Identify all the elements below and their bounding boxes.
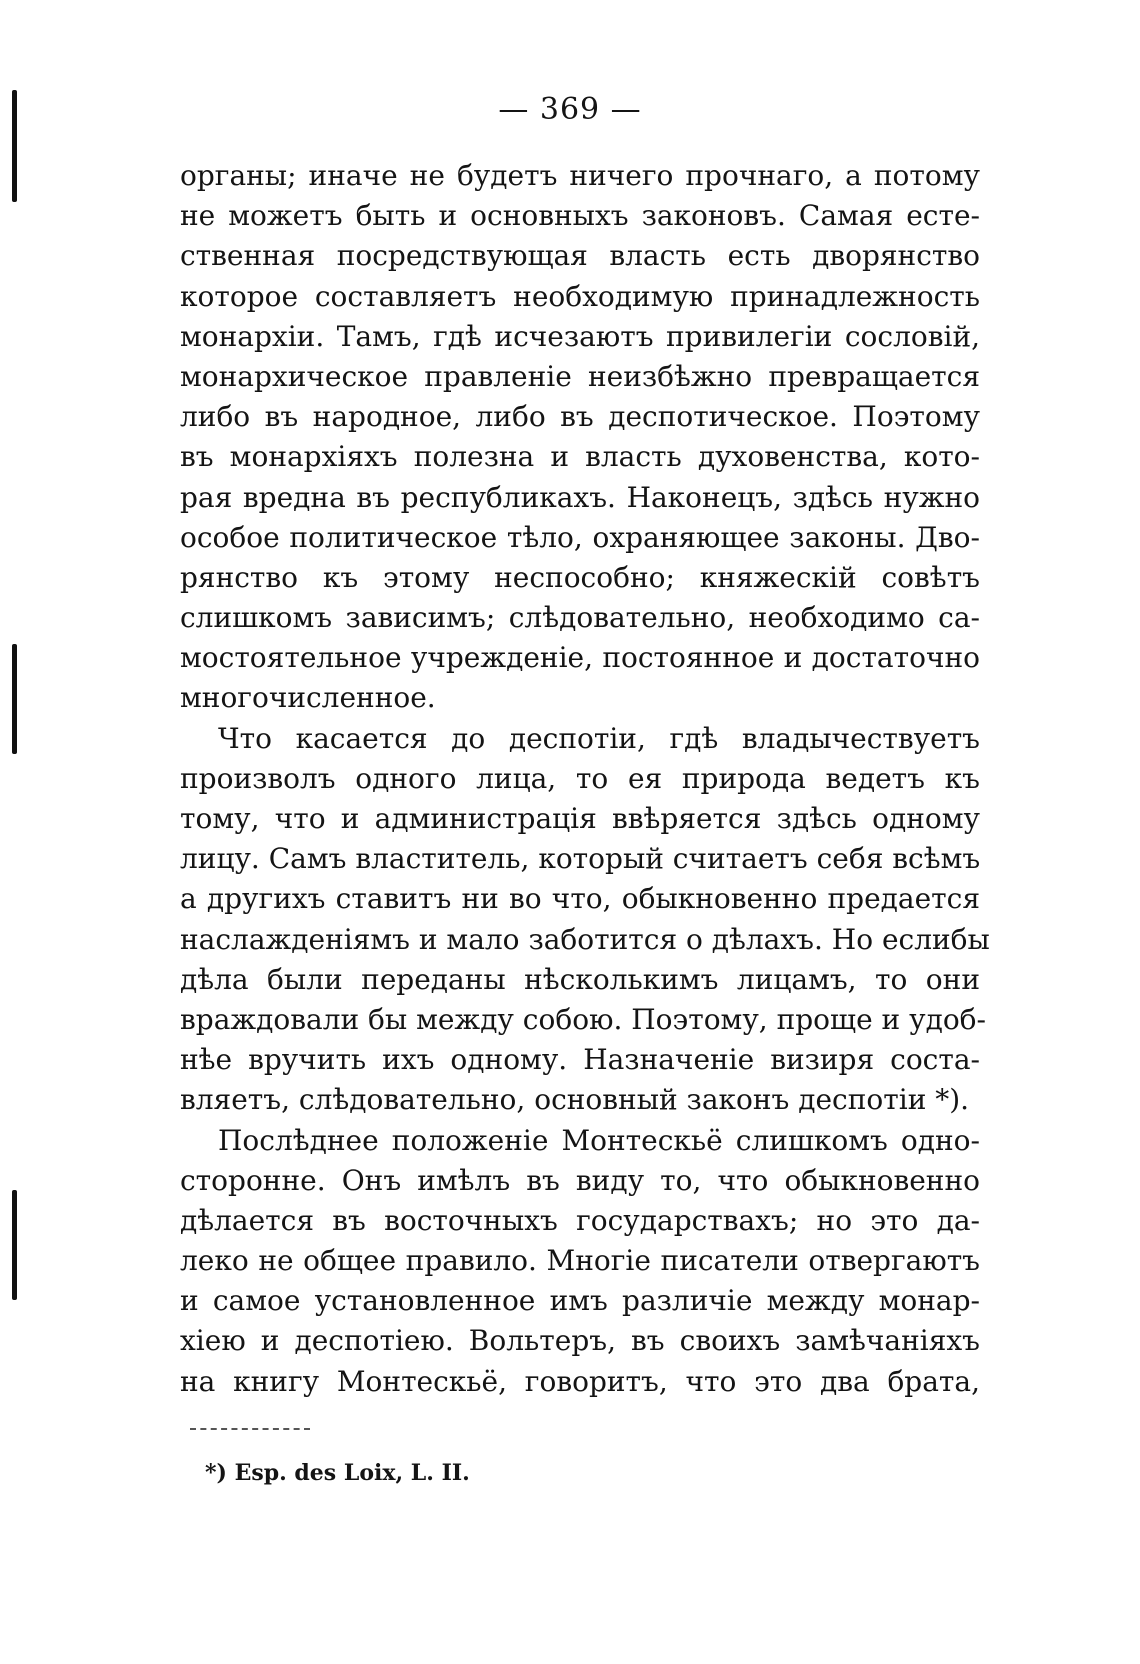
text-line: рянство къ этому неспособно; княжескій совѣтъ xyxy=(180,560,980,594)
text-line: монархіи. Тамъ, гдѣ исчезаютъ привилегіи сословій, xyxy=(180,319,980,353)
text-line: а другихъ ставитъ ни во что, обыкновенно предается xyxy=(180,882,980,916)
text-line: дѣла были переданы нѣсколькимъ лицамъ, то они xyxy=(180,962,980,996)
text-line: нѣе вручить ихъ одному. Назначеніе визиря соста- xyxy=(180,1043,980,1077)
text-line: которое составляетъ необходимую принадлежность xyxy=(180,279,980,313)
text-line: рая вредна въ республикахъ. Наконецъ, здѣсь нужно xyxy=(180,480,980,514)
text-line: тому, что и администрація ввѣряется здѣсь одному xyxy=(180,802,980,835)
text-line: слишкомъ зависимъ; слѣдовательно, необходимо са- xyxy=(180,601,980,635)
margin-mark-bottom xyxy=(12,1190,17,1300)
text-line: Послѣднее положеніе Монтескьё слишкомъ одно- xyxy=(218,1123,980,1157)
text-line: монархическое правленіе неизбѣжно превращается xyxy=(180,359,980,393)
page-number: — 369 — xyxy=(498,92,642,127)
text-line: Что касается до деспотіи, гдѣ владычествуетъ xyxy=(218,721,980,755)
text-line: вляетъ, слѣдовательно, основный законъ деспотіи *). xyxy=(180,1083,970,1117)
text-line: органы; иначе не будетъ ничего прочнаго, а потому xyxy=(180,159,980,192)
text-line: лицу. Самъ властитель, который считаетъ себя всѣмъ xyxy=(180,842,981,876)
text-line: многочисленное. xyxy=(180,681,436,715)
footnote-rule xyxy=(190,1428,310,1430)
body-text xyxy=(180,156,990,1402)
text-line: наслажденіямъ и мало заботится о дѣлахъ. Но еслибы xyxy=(180,922,990,956)
text-line: въ монархіяхъ полезна и власть духовенства, кото- xyxy=(180,440,980,474)
text-line: на книгу Монтескьё, говоритъ, что это два брата, xyxy=(180,1364,980,1398)
text-line: хіею и деспотіею. Вольтеръ, въ своихъ замѣчаніяхъ xyxy=(180,1324,980,1358)
margin-mark-middle xyxy=(12,644,17,754)
text-line: и самое установленное имъ различіе между монар- xyxy=(180,1284,980,1318)
footnote: *) Esp. des Loix, L. II. xyxy=(205,1460,470,1486)
text-line: сторонне. Онъ имѣлъ въ виду то, что обыкновенно xyxy=(180,1163,980,1197)
text-line: враждовали бы между собою. Поэтому, проще и удоб- xyxy=(180,1002,986,1036)
text-line: ственная посредствующая власть есть дворянство xyxy=(180,239,980,273)
text-line: либо въ народное, либо въ деспотическое. Поэтому xyxy=(180,400,980,434)
text-line: мостоятельное учрежденіе, постоянное и достаточно xyxy=(180,641,980,675)
text-line: леко не общее правило. Многіе писатели отвергаютъ xyxy=(180,1244,980,1278)
text-line: произволъ одного лица, то ея природа ведетъ къ xyxy=(180,761,980,795)
text-line: не можетъ быть и основныхъ законовъ. Самая есте- xyxy=(180,199,980,233)
text-line: особое политическое тѣло, охраняющее законы. Дво- xyxy=(180,520,980,554)
text-line: дѣлается въ восточныхъ государствахъ; но это да- xyxy=(180,1203,980,1237)
